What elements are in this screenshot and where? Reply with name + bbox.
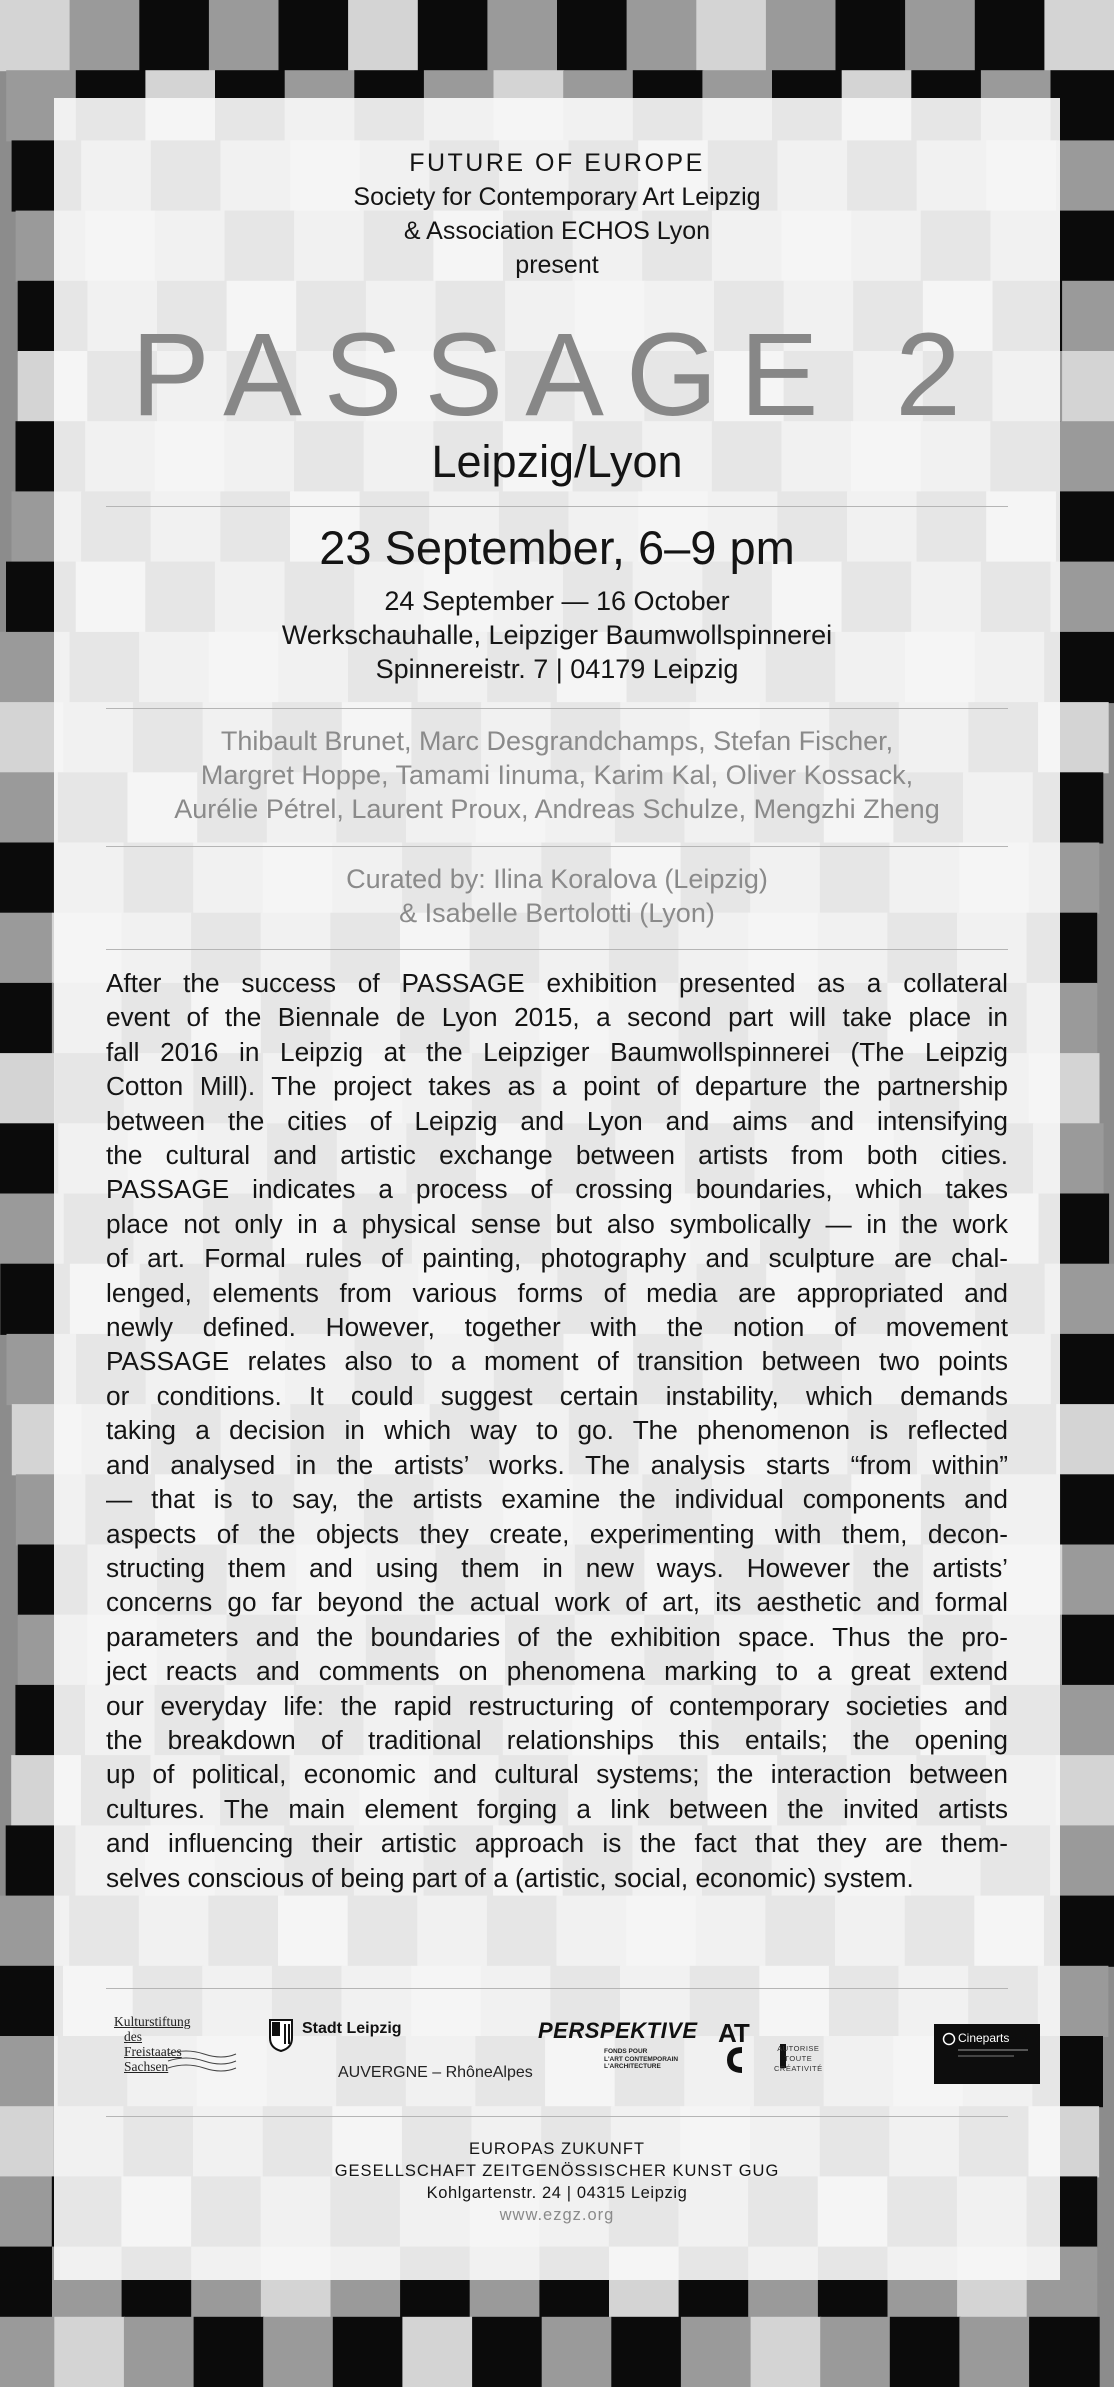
description-line: taking a decision in which way to go. The phenomenon is reflected [106, 1415, 1008, 1446]
checker-tile [263, 2317, 334, 2387]
description-line: selves conscious of being part of a (artistic, social, economic) system. [106, 1862, 914, 1893]
autorise-line-3: CRÉATIVITÉ [774, 2064, 823, 2073]
venue: Werkschauhalle, Leipziger Baumwollspinnerei [281, 620, 833, 650]
description-line: fall 2016 in Leipzig at the Leipziger Baumwollspinnerei (The Leipzig [106, 1036, 1008, 1067]
checker-tile [836, 0, 907, 71]
checker-tile [890, 2317, 961, 2387]
kulturstiftung-line-1: Kulturstiftung [114, 2014, 191, 2029]
checker-tile [1056, 1404, 1114, 1475]
description-line: parameters and the boundaries of the exhibition space. Thus the pro- [106, 1621, 1008, 1652]
checker-tile [0, 913, 53, 984]
checker-tile [54, 2317, 125, 2387]
autorise-line-1: AUTORISE [777, 2044, 820, 2053]
stadt-leipzig-logo [268, 2018, 428, 2058]
description-line: up of political, economic and cultural systems; the interaction between [106, 1759, 1008, 1790]
autorise-line-2: TOUTE [784, 2054, 813, 2063]
artists-line-2: Margret Hoppe, Tamami Iinuma, Karim Kal, Oliver Kossack, [200, 760, 914, 790]
checker-tile [751, 2317, 822, 2387]
checker-tile [0, 1123, 59, 1194]
checker-tile [1044, 0, 1114, 71]
presenter-line-4: present [515, 251, 599, 279]
curators-line-2: & Isabelle Bertolotti (Lyon) [399, 898, 715, 928]
checker-tile [1056, 140, 1114, 211]
checker-tile [418, 0, 489, 71]
checker-tile [820, 2317, 891, 2387]
checker-tile [0, 2176, 53, 2247]
description-line: cultures. The main element forging a link between the invited artists [106, 1793, 1008, 1824]
kulturstiftung-line-4: Sachsen [124, 2059, 169, 2074]
cineparts-label: Cineparts [958, 2031, 1010, 2045]
checker-tile [0, 1053, 55, 1124]
checker-tile [1060, 1474, 1114, 1545]
description-line: — that is to say, the artists examine the individual components and [106, 1484, 1008, 1515]
checker-tile [557, 0, 628, 71]
description-line: the breakdown of traditional relationships this entails; the opening [106, 1724, 1008, 1755]
checker-tile [1062, 281, 1114, 352]
kulturstiftung-logo [114, 2014, 244, 2094]
divider [106, 708, 1008, 709]
description-line: between the cities of Leipzig and Lyon and aims and intensifying [106, 1105, 1008, 1136]
cineparts-logo [934, 2024, 1040, 2084]
kulturstiftung-line-2: des [124, 2029, 142, 2044]
divider [106, 506, 1008, 507]
description-line: PASSAGE indicates a process of crossing boundaries, which takes [106, 1174, 1008, 1205]
auvergne-rhonealpes-logo: AUVERGNE – RhôneAlpes [338, 2064, 533, 2081]
checker-tile [542, 2317, 613, 2387]
perspektive-label: PERSPEKTIVE [538, 2018, 698, 2043]
checker-tile [194, 2317, 265, 2387]
description-line: PASSAGE relates also to a moment of transition between two points [106, 1346, 1008, 1377]
artists-line-1: Thibault Brunet, Marc Desgrandchamps, Stefan Fischer, [220, 726, 894, 756]
checker-tile [975, 0, 1046, 71]
description-line: and influencing their artistic approach is the fact that they are them- [106, 1828, 1008, 1859]
checker-tile [402, 2317, 473, 2387]
checker-tile [1060, 421, 1114, 492]
checker-tile [0, 2247, 53, 2318]
checker-tile [1056, 1755, 1114, 1826]
checker-tile [0, 843, 55, 914]
presenter-line-3: & Association ECHOS Lyon [403, 217, 711, 245]
stadt-leipzig-label: Stadt Leipzig [302, 2020, 402, 2037]
checker-tile [1062, 351, 1114, 422]
description-line: or conditions. It could suggest certain instability, which demands [106, 1380, 1008, 1411]
artists-line-3: Aurélie Pétrel, Laurent Proux, Andreas Schulze, Mengzhi Zheng [174, 794, 940, 824]
presenter-line-2: Society for Contemporary Art Leipzig [353, 183, 761, 211]
sponsor-logos [106, 2004, 1008, 2124]
checker-tile [333, 2317, 404, 2387]
description-line: of art. Formal rules of painting, photography and sculpture are chal- [106, 1243, 1008, 1274]
checker-tile [209, 0, 280, 71]
perspektive-logo [538, 2018, 698, 2078]
description-line: newly defined. However, together with the notion of movement [106, 1312, 1008, 1343]
description-line: and analysed in the artists’ works. The analysis starts “from within” [106, 1449, 1008, 1480]
description-line: lenged, elements from various forms of media are appropriated and [106, 1277, 1008, 1308]
presenter-line-1: FUTURE OF EUROPE [409, 149, 705, 177]
checker-tile [1060, 1685, 1114, 1756]
description-line: After the success of PASSAGE exhibition presented as a collateral [106, 968, 1008, 998]
description-line: Cotton Mill). The project takes as a point of departure the partnership [106, 1071, 1008, 1102]
description-line: aspects of the objects they create, experimenting with them, decon- [106, 1518, 1008, 1549]
autorise-toute-creativite-logo [718, 2018, 848, 2088]
divider [106, 846, 1008, 847]
address: Spinnereistr. 7 | 04179 Leipzig [375, 654, 739, 684]
description-line: concerns go far beyond the actual work of art, its aesthetic and formal [106, 1587, 1008, 1618]
description-line: our everyday life: the rapid restructuring of contemporary societies and [106, 1690, 1008, 1721]
poster-card [54, 98, 1060, 2280]
perspektive-sub-1: FONDS POUR [604, 2048, 648, 2055]
checker-tile [124, 2317, 195, 2387]
description-line: the cultural and artistic exchange between artists from both cities. [106, 1140, 1008, 1171]
description-text [106, 966, 1008, 1895]
wave-icon [166, 2048, 238, 2074]
checker-tile [611, 2317, 682, 2387]
checker-tile [1062, 1545, 1114, 1616]
checker-tile [0, 2317, 55, 2387]
divider [106, 1988, 1008, 1989]
checker-tile [627, 0, 698, 71]
checker-tile [1060, 211, 1114, 282]
checker-tile [70, 0, 141, 71]
kulturstiftung-line-3: Freistaates [124, 2044, 182, 2059]
checker-tile [0, 2036, 59, 2107]
exhibition-title: PASSAGE 2 [131, 309, 983, 441]
checker-tile [766, 0, 837, 71]
perspektive-sub-3: L'ARCHITECTURE [604, 2063, 661, 2070]
description-line: event of the Biennale de Lyon 2015, a second part will take place in [106, 1002, 1008, 1033]
divider [106, 949, 1008, 950]
coat-of-arms-icon [268, 2018, 294, 2052]
footer-line-2: GESELLSCHAFT ZEITGENÖSSISCHER KUNST GUG [334, 2162, 780, 2180]
exhibition-subtitle: Leipzig/Lyon [431, 436, 683, 487]
exhibition-dates: 24 September — 16 October [384, 586, 730, 616]
checker-tile [959, 2317, 1030, 2387]
checker-tile [487, 0, 558, 71]
checker-tile [1051, 70, 1114, 141]
checker-tile [472, 2317, 543, 2387]
checker-tile [348, 0, 419, 71]
checker-tile [1051, 1334, 1114, 1405]
curators-line-1: Curated by: Ilina Koralova (Leipzig) [346, 864, 768, 894]
circle-icon [942, 2032, 956, 2046]
checker-tile [1056, 491, 1114, 562]
checker-tile [0, 0, 71, 71]
footer-line-1: EUROPAS ZUKUNFT [468, 2140, 646, 2158]
checker-tile [139, 0, 210, 71]
opening-date: 23 September, 6–9 pm [319, 521, 795, 574]
checker-tile [0, 2106, 55, 2177]
description-line: structing them and using them in new ways. However the artists’ [106, 1552, 1008, 1583]
perspektive-sub-2: L'ART CONTEMPORAIN [604, 2055, 679, 2063]
checker-tile [0, 983, 53, 1054]
checker-tile [279, 0, 350, 71]
checker-tile [905, 0, 976, 71]
footer-website-link[interactable]: www.ezgz.org [499, 2206, 615, 2224]
at-letters: AT [718, 2018, 749, 2048]
footer-line-3: Kohlgartenstr. 24 | 04315 Leipzig [426, 2184, 688, 2202]
checker-tile [1062, 1615, 1114, 1686]
description-line: ject reacts and comments on phenomena marking to a great extend [106, 1656, 1008, 1687]
description-line: place not only in a physical sense but also symbolically — in the work [106, 1208, 1008, 1239]
divider [106, 2116, 1008, 2117]
checker-tile [1029, 2317, 1100, 2387]
checker-tile [681, 2317, 752, 2387]
checker-tile [696, 0, 767, 71]
checker-tile [0, 772, 59, 843]
